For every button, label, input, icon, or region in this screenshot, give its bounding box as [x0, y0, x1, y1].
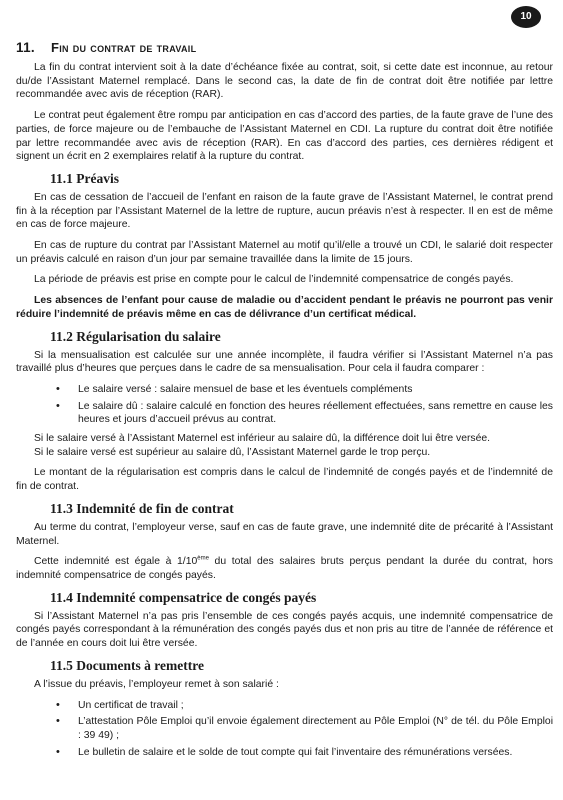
bullet-list — [16, 383, 553, 427]
intro-paragraph: Le contrat peut également être rompu par anticipation en cas d’accord des parties, de la faute grave de l’une des parties, de force majeure ou de l’embauche de l’Assistant Maternel en CDI. La rupture du contrat doit être notifiée par lettre recommandée avec avis de réception (RAR). En cas d’accord des parties, ces dernières rédigent et signent un écrit en 2 exemplaires relatif à la rupture du contrat. — [16, 110, 553, 163]
section-number: 11. — [16, 40, 35, 55]
paragraph: Si le salaire versé à l’Assistant Maternel est inférieur au salaire dû, la différence doit lui être versée. — [34, 433, 491, 445]
paragraph: En cas de rupture du contrat par l’Assistant Maternel au motif qu’il/elle a trouvé un CDI, le salarié doit respecter un préavis calculé en raison d’un jour par semaine travaillée dans la limite de 15 jours. — [16, 240, 553, 265]
list-item: • Un certificat de travail ; — [78, 699, 553, 713]
list-item: • Le salaire versé : salaire mensuel de base et les éventuels compléments — [78, 383, 553, 397]
paragraph — [16, 555, 553, 582]
intro-paragraph: La fin du contrat intervient soit à la date d’échéance fixée au contrat, soit, si cette date est inconnue, au retour du/de l’Assistant Maternel remplacé. Dans le second cas, la date de fin de contrat doit être notifiée par lettre recommandée avec avis de réception (RAR). — [16, 62, 553, 101]
paragraph: Si la mensualisation est calculée sur une année incomplète, il faudra vérifier si l’Assistant Maternel n’a pas travaillé plus d’heures que perçues dans le cadre de sa mensualisation. Pour cela il faudra comparer : — [16, 349, 553, 375]
paragraph: En cas de cessation de l’accueil de l’enfant en raison de la faute grave de l’Assistant Maternel, le contrat prend fin à la réception par l’Assistant Maternel de la lettre de rupture, aucun préavis n’est à respecter. Il en est de même en cas de force majeure. — [16, 191, 553, 231]
paragraph: Au terme du contrat, l’employeur verse, sauf en cas de faute grave, une indemnité dite de précarité à l’Assistant Maternel. — [16, 521, 553, 547]
subsection-heading-preavis: 11.1 Préavis — [50, 170, 119, 186]
paragraph: A l’issue du préavis, l’employeur remet à son salarié : — [34, 678, 279, 690]
paragraph: La période de préavis est prise en compte pour le calcul de l’indemnité compensatrice de congés payés. — [34, 274, 514, 286]
section-title: Fin du contrat de travail — [51, 40, 197, 55]
document-body — [16, 40, 553, 764]
subsection-heading-regularisation: 11.2 Régularisation du salaire — [50, 328, 221, 344]
paragraph: Le montant de la régularisation est compris dans le calcul de l’indemnité de congés payés et de l’indemnité de fin de contrat. — [16, 467, 553, 493]
text-run: Cette indemnité est égale à 1/10 — [34, 556, 198, 568]
list-item: • L’attestation Pôle Emploi qu’il envoie également directement au Pôle Emploi (N° de tél. du Pôle Emploi : 39 49) ; — [78, 715, 553, 742]
bold-paragraph: Les absences de l’enfant pour cause de maladie ou d’accident pendant le préavis ne pourront pas venir réduire l’indemnité de préavis même en cas de délivrance d’un certificat médical. — [16, 295, 553, 320]
subsection-heading-documents: 11.5 Documents à remettre — [50, 657, 204, 673]
subsection-heading-conges: 11.4 Indemnité compensatrice de congés payés — [50, 589, 317, 605]
superscript: ème — [197, 555, 209, 562]
page-number-badge: 10 — [511, 6, 541, 28]
paragraph: Si l’Assistant Maternel n’a pas pris l’ensemble de ces congés payés acquis, une indemnité compensatrice de congés payés correspondant à la rémunération des congés payés dus et non pris au titre de l’année de référence et de l’année en cours doit lui être versée. — [16, 610, 553, 650]
list-item: • Le salaire dû : salaire calculé en fonction des heures réellement effectuées, sans remettre en cause les heures et jours d’accueil prévus au contrat. — [78, 400, 553, 427]
paragraph: Si le salaire versé est supérieur au salaire dû, l’Assistant Maternel garde le trop perçu. — [34, 446, 431, 458]
section-heading — [16, 40, 553, 55]
list-item: • Le bulletin de salaire et le solde de tout compte qui fait l’inventaire des rémunérations versées. — [78, 746, 553, 760]
text-run: du total des salaires bruts perçus pendant la durée du contrat, hors indemnité compensatrice de congés payés. — [16, 556, 553, 581]
bullet-list — [16, 699, 553, 760]
subsection-heading-indemnite-fin: 11.3 Indemnité de fin de contrat — [50, 500, 234, 516]
